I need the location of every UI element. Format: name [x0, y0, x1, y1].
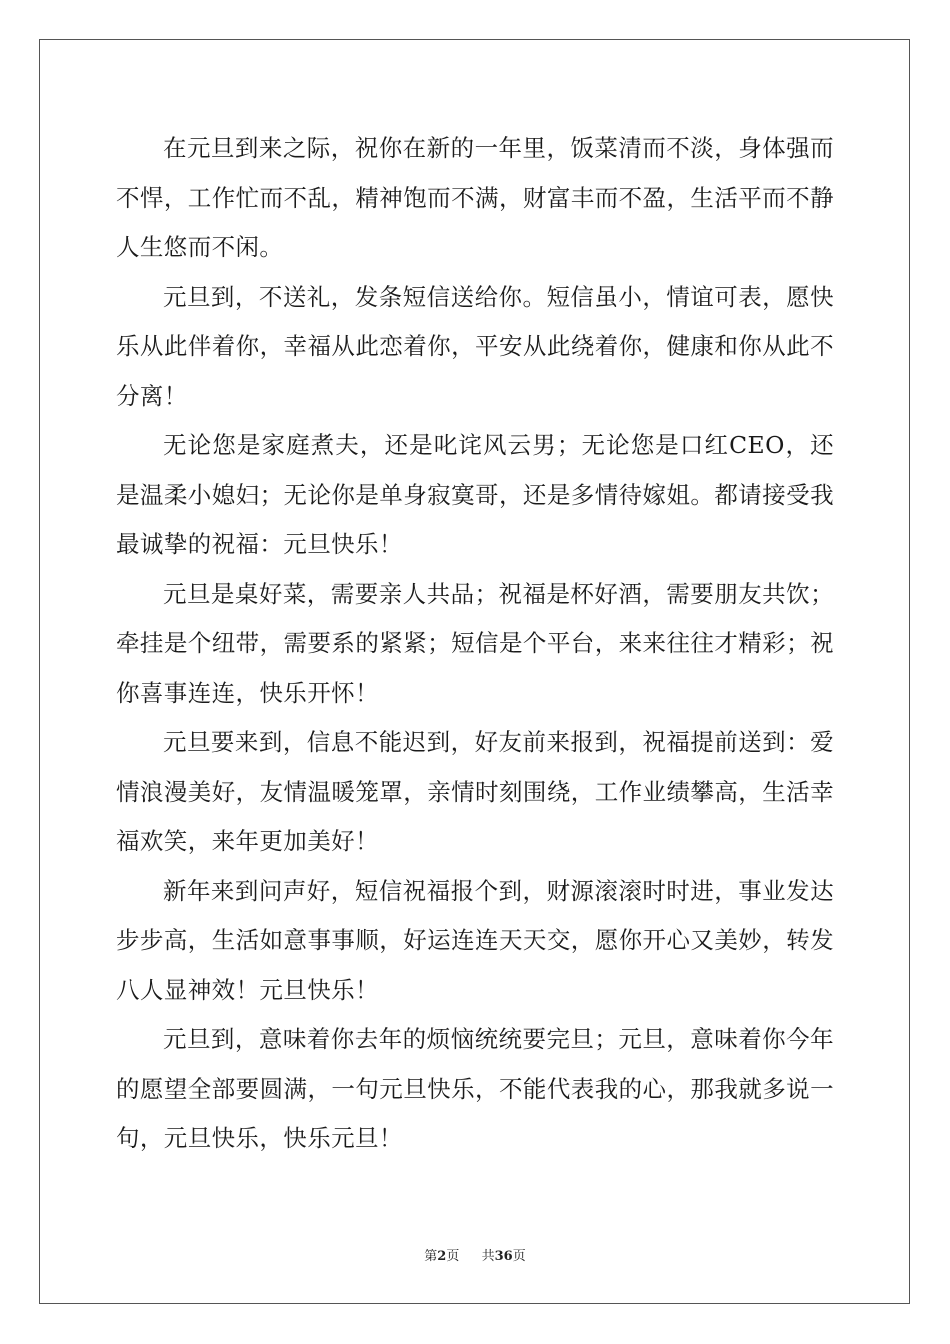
paragraph: 元旦是桌好菜，需要亲人共品；祝福是杯好酒，需要朋友共饮；牵挂是个纽带，需要系的紧紧；短信是个平台，来来往往才精彩；祝你喜事连连，快乐开怀！ — [116, 579, 834, 707]
document-body — [116, 124, 834, 1164]
total-suffix: 页 — [512, 1249, 526, 1264]
paragraph: 元旦要来到，信息不能迟到，好友前来报到，祝福提前送到：爱情浪漫美好，友情温暖笼罩，亲情时刻围绕，工作业绩攀高，生活幸福欢笑，来年更加美好！ — [116, 728, 834, 855]
total-pages: 36 — [494, 1249, 513, 1264]
paragraph: 无论您是家庭煮夫，还是叱诧风云男；无论您是口红CEO，还是温柔小媳妇；无论你是单身寂寞哥，还是多情待嫁姐。都请接受我最诚挚的祝福：元旦快乐！ — [116, 431, 834, 558]
paragraph: 元旦到，不送礼，发条短信送给你。短信虽小，情谊可表，愿快乐从此伴着你，幸福从此恋着你，平安从此绕着你，健康和你从此不分离！ — [116, 282, 834, 410]
paragraph: 新年来到问声好，短信祝福报个到，财源滚滚时时进，事业发达步步高，生活如意事事顺，好运连连天天交，愿你开心又美妙，转发八人显神效！元旦快乐！ — [116, 876, 834, 1004]
page-suffix: 页 — [446, 1249, 460, 1264]
paragraph: 在元旦到来之际，祝你在新的一年里，饭菜清而不淡，身体强而不悍，工作忙而不乱，精神饱而不满，财富丰而不盈，生活平而不静人生悠而不闲。 — [116, 134, 834, 261]
paragraph: 元旦到，意味着你去年的烦恼统统要完旦；元旦，意味着你今年的愿望全部要圆满，一句元旦快乐，不能代表我的心，那我就多说一句，元旦快乐，快乐元旦！ — [116, 1025, 834, 1152]
total-prefix: 共 — [481, 1249, 495, 1264]
page-prefix: 第 — [424, 1249, 438, 1264]
page-number: 2 — [437, 1249, 447, 1264]
page-footer — [0, 1245, 950, 1264]
